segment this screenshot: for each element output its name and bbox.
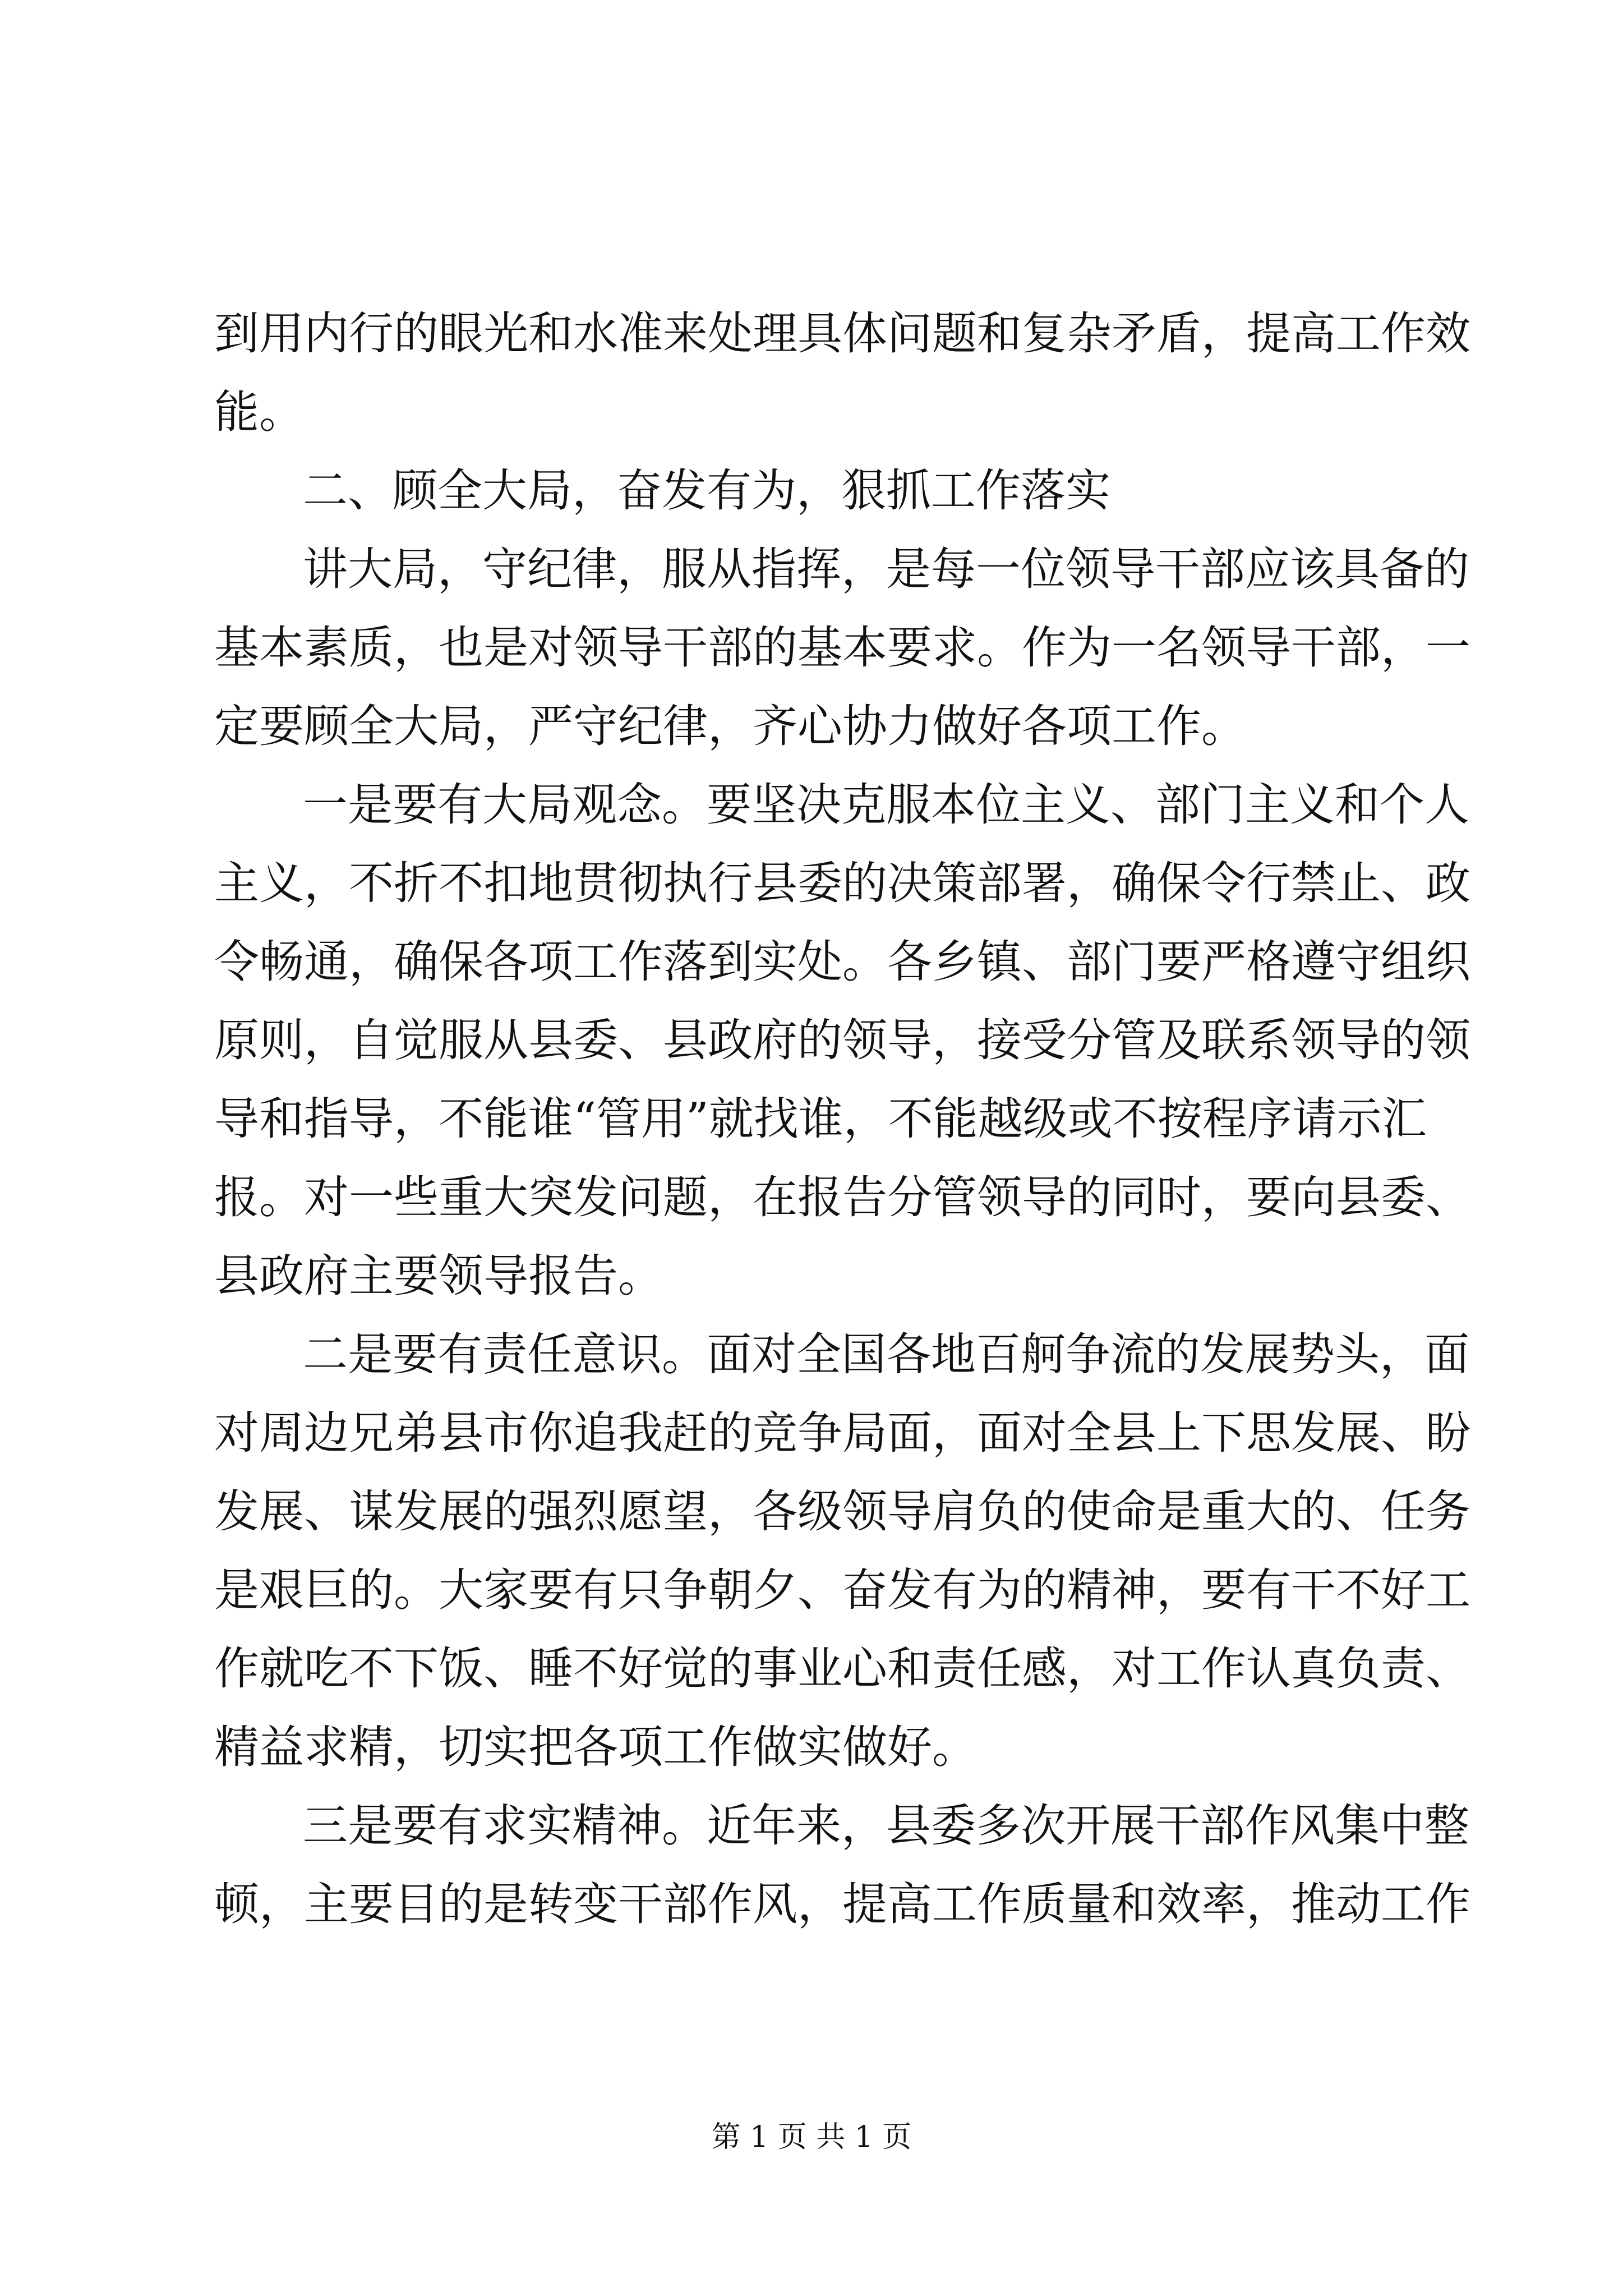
paragraph-line <box>0 1085 1623 1153</box>
paragraph-line <box>0 614 1623 682</box>
line-text: 发展、谋发展的强烈愿望，各级领导肩负的使命是重大的、任务 <box>214 1485 1470 1538</box>
paragraph-line <box>0 1635 1623 1703</box>
line-text: 基本素质，也是对领导干部的基本要求。作为一名领导干部，一 <box>214 622 1470 674</box>
paragraph-line <box>0 1400 1623 1467</box>
paragraph-line <box>0 850 1623 917</box>
line-text: 县政府主要领导报告。 <box>214 1250 663 1302</box>
paragraph-line <box>0 379 1623 446</box>
line-text: 导和指导，不能谁“管用”就找谁，不能越级或不按程序请示汇 <box>214 1093 1427 1145</box>
line-text: 三是要有求实精神。近年来，县委多次开展干部作风集中整 <box>303 1800 1469 1852</box>
paragraph-line <box>0 1557 1623 1624</box>
line-text: 精益求精，切实把各项工作做实做好。 <box>214 1721 977 1773</box>
section-heading <box>0 457 1623 524</box>
line-text: 定要顾全大局，严守纪律，齐心协力做好各项工作。 <box>214 700 1246 752</box>
paragraph-line <box>0 1243 1623 1310</box>
paragraph-line <box>0 1714 1623 1781</box>
line-text: 主义，不折不扣地贯彻执行县委的决策部署，确保令行禁止、政 <box>214 857 1470 909</box>
paragraph-line <box>0 771 1623 839</box>
paragraph-line <box>0 1321 1623 1388</box>
line-text: 一是要有大局观念。要坚决克服本位主义、部门主义和个人 <box>303 779 1469 831</box>
line-text: 顿，主要目的是转变干部作风，提高工作质量和效率，推动工作 <box>214 1878 1470 1930</box>
paragraph-line <box>0 1478 1623 1545</box>
line-text: 讲大局，守纪律，服从指挥，是每一位领导干部应该具备的 <box>303 543 1469 595</box>
line-text: 能。 <box>214 386 304 438</box>
line-text: 对周边兄弟县市你追我赶的竞争局面，面对全县上下思发展、盼 <box>214 1407 1470 1459</box>
paragraph-line <box>0 300 1623 367</box>
line-text: 原则，自觉服从县委、县政府的领导，接受分管及联系领导的领 <box>214 1014 1470 1066</box>
line-text: 报。对一些重大突发问题，在报告分管领导的同时，要向县委、 <box>214 1171 1470 1223</box>
paragraph-line <box>0 693 1623 760</box>
line-text: 是艰巨的。大家要有只争朝夕、奋发有为的精神，要有干不好工 <box>214 1564 1470 1616</box>
paragraph-line <box>0 1164 1623 1231</box>
paragraph-line <box>0 1871 1623 1938</box>
paragraph-line <box>0 1792 1623 1860</box>
paragraph-line <box>0 928 1623 996</box>
paragraph-line <box>0 536 1623 603</box>
page-footer: 第 1 页 共 1 页 <box>711 2120 912 2154</box>
paragraph-line <box>0 1007 1623 1074</box>
line-text: 令畅通，确保各项工作落到实处。各乡镇、部门要严格遵守组织 <box>214 936 1470 988</box>
heading-text: 二、顾全大局，奋发有为，狠抓工作落实 <box>303 464 1110 517</box>
line-text: 二是要有责任意识。面对全国各地百舸争流的发展势头，面 <box>303 1328 1469 1381</box>
line-text: 到用内行的眼光和水准来处理具体问题和复杂矛盾，提高工作效 <box>214 307 1470 360</box>
line-text: 作就吃不下饭、睡不好觉的事业心和责任感，对工作认真负责、 <box>214 1642 1470 1695</box>
